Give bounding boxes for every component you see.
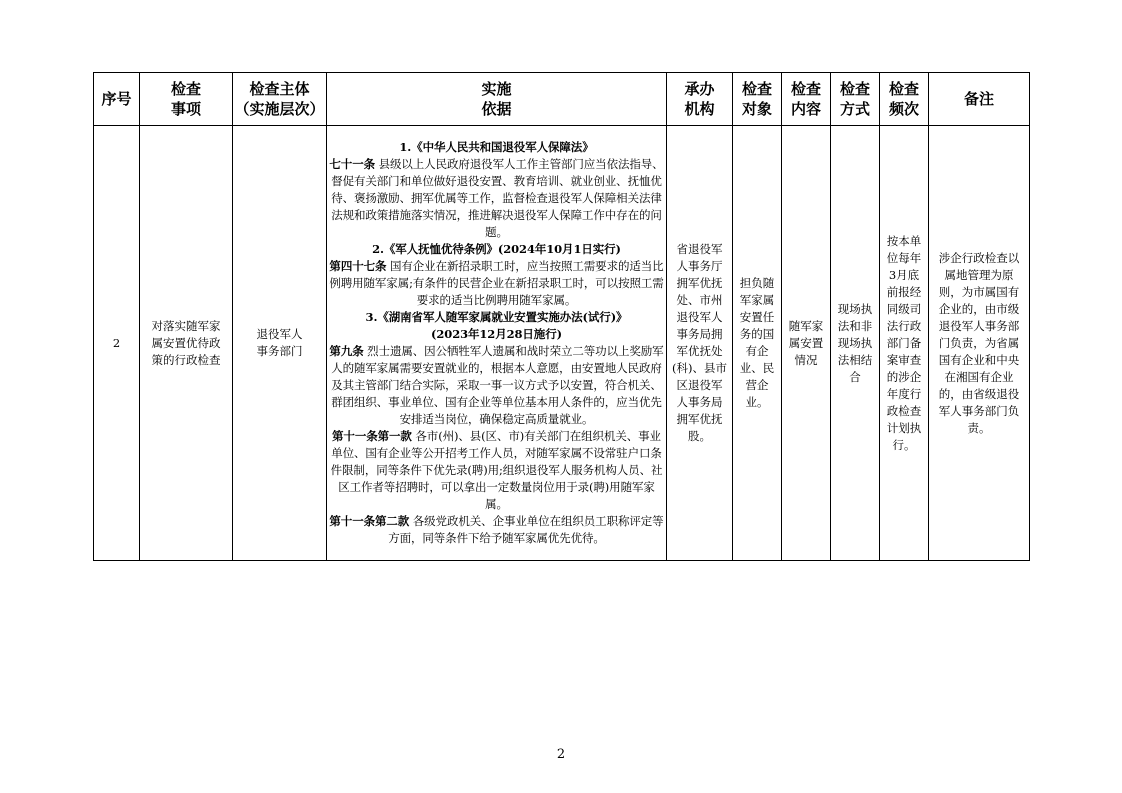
cell-basis bbox=[327, 126, 667, 561]
header-method: 检查 方式 bbox=[831, 73, 880, 126]
law3-article-11-1: 第十一条第一款 各市(州)、县(区、市)有关部门在组织机关、事业单位、国有企业等公开招考工作人员，对随军家属不设常驻户口条件限制，同等条件下优先录(聘)用;组织退役军人服务机构人员、社区工作者等招聘时，可以拿出一定数量岗位用于录(聘)用随军家属。 bbox=[330, 429, 663, 511]
inspection-table bbox=[93, 72, 1030, 561]
law2-title: 2.《军人抚恤优待条例》(2024年10月1日实行) bbox=[372, 242, 621, 256]
law2-article: 第四十七条 国有企业在新招录职工时，应当按照工需要求的适当比例聘用随军家属;有条件的民营企业在新招录职工时，可以按照工需要求的适当比例聘用随军家属。 bbox=[329, 259, 664, 307]
cell-subject: 退役军人事务部门 bbox=[233, 126, 327, 561]
header-no: 序号 bbox=[94, 73, 140, 126]
header-row bbox=[94, 73, 1030, 126]
cell-remark: 涉企行政检查以属地管理为原则，为市属国有企业的，由市级退役军人事务部门负责，为省属国有企业和中央在湘国有企业的，由省级退役军人事务部门负责。 bbox=[929, 126, 1030, 561]
header-remark: 备注 bbox=[929, 73, 1030, 126]
law1-title: 1.《中华人民共和国退役军人保障法》 bbox=[399, 140, 594, 154]
header-subject: 检查主体 （实施层次） bbox=[233, 73, 327, 126]
page-number: 2 bbox=[556, 747, 566, 762]
law1-article: 七十一条 县级以上人民政府退役军人工作主管部门应当依法指导、督促有关部门和单位做好退役安置、教育培训、就业创业、抚恤优待、褒扬激励、拥军优属等工作，监督检查退役军人保障相关法律法规和政策措施落实情况，推进解决退役军人保障工作中存在的问题。 bbox=[329, 157, 664, 239]
cell-no: 2 bbox=[94, 126, 140, 561]
law3-title: 3.《湖南省军人随军家属就业安置实施办法(试行)》 bbox=[365, 310, 628, 324]
law3-article-9: 第九条 烈士遗属、因公牺牲军人遗属和战时荣立二等功以上奖励军人的随军家属需要安置就业的，根据本人意愿，由安置地人民政府及其主管部门结合实际，采取一事一议方式予以安置，符合机关、群团组织、事业单位、国有企业等单位基本用人条件的，应当优先安排适当岗位，确保稳定高质量就业。 bbox=[329, 344, 664, 426]
cell-content: 随军家属安置情况 bbox=[782, 126, 831, 561]
header-content: 检查 内容 bbox=[782, 73, 831, 126]
cell-target: 担负随军家属安置任务的国有企业、民营企业。 bbox=[733, 126, 782, 561]
cell-item: 对落实随军家属安置优待政策的行政检查 bbox=[140, 126, 233, 561]
header-freq: 检查 频次 bbox=[880, 73, 929, 126]
header-basis: 实施 依据 bbox=[327, 73, 667, 126]
header-target: 检查 对象 bbox=[733, 73, 782, 126]
law3-article-11-2: 第十一条第二款 各级党政机关、企事业单位在组织员工职称评定等方面，同等条件下给予随军家属优先优待。 bbox=[329, 514, 664, 545]
header-item: 检查 事项 bbox=[140, 73, 233, 126]
law3-date: (2023年12月28日施行) bbox=[431, 327, 562, 341]
cell-org: 省退役军人事务厅拥军优抚处、市州退役军人事务局拥军优抚处(科)、县市区退役军人事务局拥军优抚股。 bbox=[667, 126, 733, 561]
cell-freq: 按本单位每年3月底前报经同级司法行政部门备案审查的涉企年度行政检查计划执行。 bbox=[880, 126, 929, 561]
cell-method: 现场执法和非现场执法相结合 bbox=[831, 126, 880, 561]
header-org: 承办 机构 bbox=[667, 73, 733, 126]
table-row bbox=[94, 126, 1030, 561]
